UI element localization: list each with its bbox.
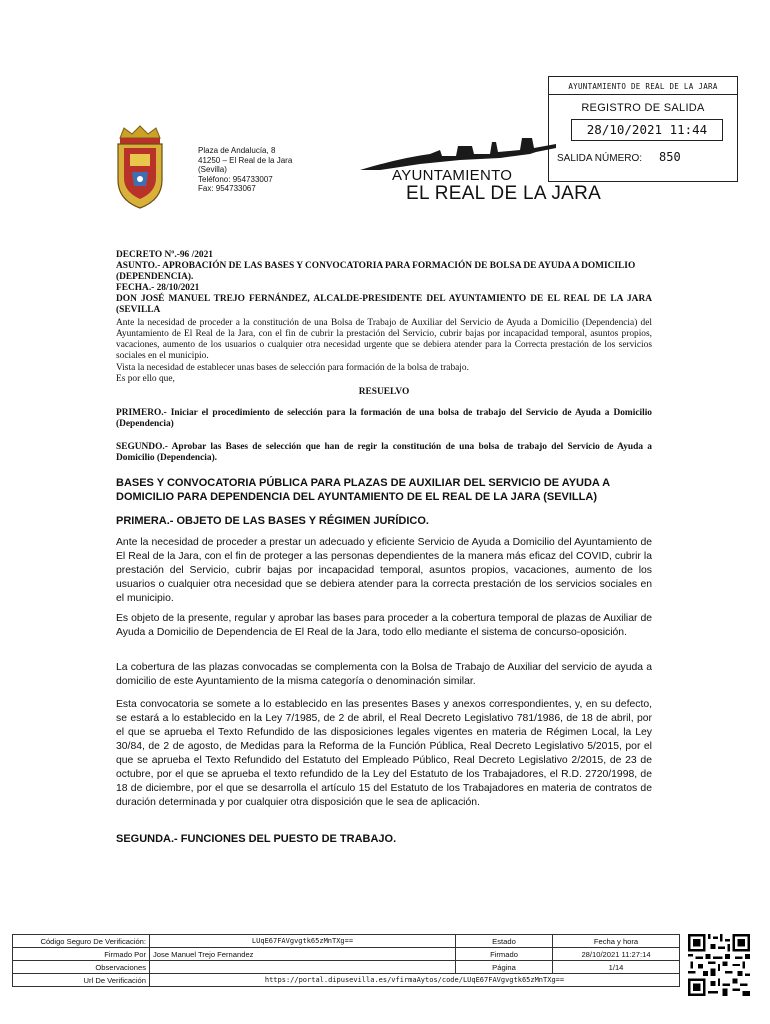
decree-subject: ASUNTO.- APROBACIÓN DE LAS BASES Y CONVOCATORIA PARA FORMACIÓN DE BOLSA DE AYUDA A DOMICILIO (DEPENDENCIA). (116, 261, 636, 282)
resuelvo-heading: RESUELVO (358, 387, 410, 397)
decree-number: DECRETO Nº.-96 /2021 (116, 250, 213, 260)
observaciones-label: Observaciones (13, 961, 150, 974)
url-label: Url De Verificación (13, 974, 150, 987)
address-line: 41250 – El Real de la Jara (198, 155, 293, 165)
registry-stamp (548, 76, 738, 182)
stamp-title: REGISTRO DE SALIDA (581, 102, 705, 114)
observaciones-value (150, 961, 456, 974)
fecha-label: Fecha y hora (553, 935, 680, 948)
decree-intro-1: Ante la necesidad de proceder a la constitución de una Bolsa de Trabajo de Auxiliar del Servicio de Ayuda a Domicilio (Dependencia) del Ayuntamiento de El Real de la Jara, con el fin de cubrir la prestación del Servicio, cubrir bajas por incapacidad temporal, asuntos propios, vacaciones, aumento de los usuarios o cualquier otra necesidad urgente que se debiera atender para la Correcta prestación de los servicios sociales en el municipio. (116, 318, 652, 361)
segunda-heading: SEGUNDA.- FUNCIONES DEL PUESTO DE TRABAJO. (116, 833, 397, 845)
decree-primero: PRIMERO.- Iniciar el procedimiento de selección para la formación de una bolsa de trabajo del Servicio de Ayuda a Domicilio (Dependencia) (116, 408, 652, 429)
decree-mayor: DON JOSÉ MANUEL TREJO FERNÁNDEZ, ALCALDE-PRESIDENTE DEL AYUNTAMIENTO DE EL REAL DE LA JARA (SEVILLA (116, 294, 652, 315)
pagina-value: 1/14 (553, 961, 680, 974)
firmado-value: Jose Manuel Trejo Fernandez (150, 948, 456, 961)
paragraph: Es objeto de la presente, regular y aprobar las bases para proceder a la cobertura temporal de plazas de Auxiliar de Ayuda a Domicilio de Dependencia de El Real de la Jara, todo ello mediante el sistema de concurso-oposición. (116, 613, 652, 638)
stamp-datetime: 28/10/2021 11:44 (571, 119, 723, 141)
logo-line2: EL REAL DE LA JARA (406, 183, 602, 204)
phone-line: Teléfono: 954733007 (198, 174, 273, 184)
logo-line1: AYUNTAMIENTO (392, 167, 513, 184)
bases-title: BASES Y CONVOCATORIA PÚBLICA PARA PLAZAS DE AUXILIAR DEL SERVICIO DE AYUDA A DOMICILIO PARA DEPENDENCIA DEL AYUNTAMIENTO DE EL REAL DE LA JARA (SEVILLA) (116, 477, 610, 503)
verification-url-link[interactable]: https://portal.dipusevilla.es/vfirmaAytos/code/LUqE67FAVgvgtk65zMnTXg== (150, 974, 680, 987)
address-line: Plaza de Andalucía, 8 (198, 146, 276, 155)
qr-code-icon[interactable] (688, 934, 750, 996)
firmado-label: Firmado Por (13, 948, 150, 961)
address-line: (Sevilla) (198, 165, 227, 174)
decree-intro-3: Es por ello que, (116, 374, 175, 384)
decree-segundo: SEGUNDO.- Aprobar las Bases de selección que han de regir la constitución de una bolsa de trabajo del Servicio de Ayuda a Domicilio (Dependencia). (116, 442, 652, 463)
stamp-org: AYUNTAMIENTO DE REAL DE LA JARA (549, 77, 737, 95)
fecha-value: 28/10/2021 11:27:14 (553, 948, 680, 961)
csv-value: LUqE67FAVgvgtk65zMnTXg== (150, 935, 456, 948)
csv-label: Código Seguro De Verificación: (13, 935, 150, 948)
estado-value: Firmado (456, 948, 553, 961)
signature-verification-table (12, 934, 680, 987)
decree-intro-2: Vista la necesidad de establecer unas bases de selección para formación de la bolsa de trabajo. (116, 363, 469, 373)
primera-heading: PRIMERA.- OBJETO DE LAS BASES Y RÉGIMEN JURÍDICO. (116, 515, 429, 527)
coat-of-arms-logo (110, 124, 170, 210)
pagina-label: Página (456, 961, 553, 974)
estado-label: Estado (456, 935, 553, 948)
address-block (198, 146, 292, 194)
stamp-number: 850 (659, 150, 681, 164)
paragraph: La cobertura de las plazas convocadas se complementa con la Bolsa de Trabajo de Auxiliar del servicio de ayuda a domicilio de este Ayuntamiento de la misma categoría o denominación similar. (116, 662, 652, 687)
decree-date: FECHA.- 28/10/2021 (116, 283, 200, 293)
stamp-number-label: SALIDA NÚMERO: (557, 153, 643, 164)
fax-line: Fax: 954733067 (198, 184, 256, 193)
town-skyline-logo (360, 128, 560, 172)
paragraph: Esta convocatoria se somete a lo establecido en las presentes Bases y anexos correspondientes, y, en su defecto, se estará a lo establecido en la Ley 7/1985, de 2 de abril, el Real Decreto Legislativo 781/1986, de 18 de abril, por el que se aprueba el Texto Refundido de las disposiciones legales vigentes en materia de Régimen Local, la Ley 30/84, de 2 de agosto, de Medidas para la Reforma de la Función Pública, Real Decreto Legislativo 5/2015, por el que se aprueba el Texto Refundido del Estatuto del Empleado Público, Real Decreto Legislativo 2/2015, de 23 de octubre, por el que se aprueba el texto refundido de la Ley del Estatuto de los Trabajadores, el R.D. 2720/1998, de 18 de diciembre, por el que se desarrolla el artículo 15 del Estatuto de los Trabajadores en materia de contratos de duración determinada y por cualquier otra disposición que le sea de aplicación. (116, 699, 652, 808)
paragraph: Ante la necesidad de proceder a prestar un adecuado y eficiente Servicio de Ayuda a Domicilio del Ayuntamiento de El Real de la Jara, con el fin de proteger a las personas dependientes de la manera más eficaz del COVID, cubrir la prestación del Servicio, cubrir bajas por incapacidad temporal, asuntos propios, vacaciones, aumento de los usuarios o cualquier otra necesidad que se debiera atender para la correcta prestación de los servicios sociales en el municipio. (116, 537, 652, 604)
